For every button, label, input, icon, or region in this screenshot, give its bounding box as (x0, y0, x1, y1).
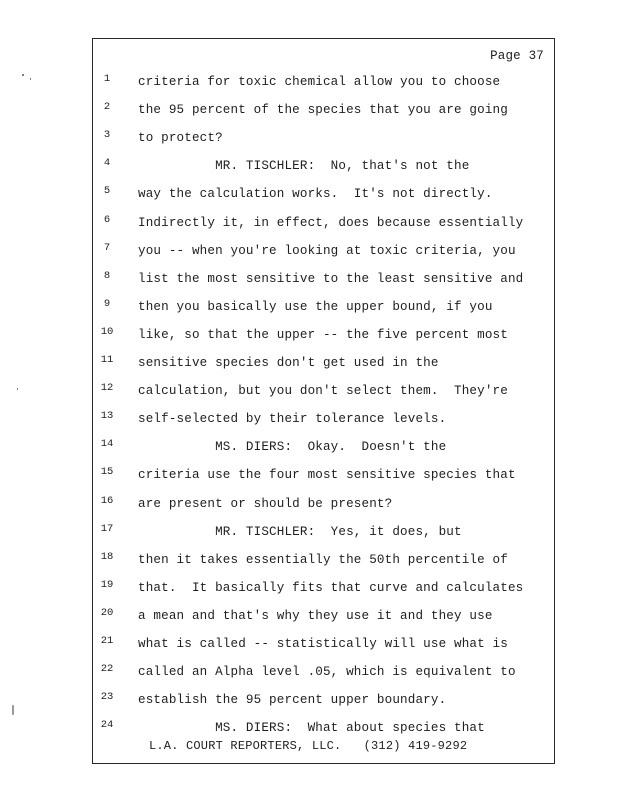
line-number: 12 (100, 382, 114, 395)
line-number: 13 (100, 410, 114, 423)
transcript-line (93, 494, 554, 517)
line-text: what is called -- statistically will use what is (138, 637, 508, 651)
line-text: MS. DIERS: What about species that (138, 721, 485, 736)
line-text: criteria for toxic chemical allow you to choose (138, 75, 501, 89)
scan-speck (22, 74, 24, 76)
line-number: 23 (100, 691, 114, 704)
line-number: 21 (100, 635, 114, 647)
line-text: called an Alpha level .05, which is equivalent to (138, 665, 516, 680)
line-text: MR. TISCHLER: No, that's not the (138, 159, 470, 174)
line-text: that. It basically fits that curve and calculates (138, 580, 524, 595)
line-text: then you basically use the upper bound, if you (138, 299, 493, 314)
transcript-line (93, 384, 554, 404)
transcript-line (93, 665, 554, 685)
line-number: 9 (103, 297, 111, 310)
transcript-line (93, 269, 554, 292)
transcript-line (93, 550, 554, 573)
line-number: 20 (100, 606, 114, 619)
transcript-line (93, 325, 554, 348)
line-text: sensitive species don't get used in the (138, 356, 439, 370)
line-number: 4 (103, 157, 111, 170)
line-number: 6 (103, 213, 111, 226)
transcript-line (93, 75, 554, 95)
scan-speck (30, 78, 31, 80)
line-text: like, so that the upper -- the five percent most (138, 327, 508, 342)
line-text: way the calculation works. It's not directly. (138, 187, 493, 202)
line-number: 15 (100, 466, 114, 479)
line-number: 11 (100, 354, 114, 366)
line-number: 10 (100, 325, 114, 338)
line-number: 14 (100, 438, 114, 451)
line-text: you -- when you're looking at toxic criteria, you (138, 243, 516, 258)
line-text: MR. TISCHLER: Yes, it does, but (138, 524, 462, 539)
line-text: are present or should be present? (138, 496, 393, 511)
line-number: 24 (100, 719, 114, 732)
transcript-line (93, 356, 554, 376)
line-number: 17 (100, 522, 114, 535)
line-text: list the most sensitive to the least sensitive and (138, 271, 524, 286)
scan-speck (12, 705, 14, 715)
transcript-line (93, 131, 554, 151)
transcript-line (93, 693, 554, 713)
line-number: 19 (100, 578, 114, 591)
transcript-line (93, 578, 554, 601)
transcript-page (92, 38, 555, 764)
line-text: calculation, but you don't select them. They're (138, 384, 508, 399)
line-text: criteria use the four most sensitive species that (138, 468, 516, 483)
line-number: 3 (103, 129, 111, 142)
transcript-line (93, 606, 554, 629)
transcript-line (93, 241, 554, 264)
transcript-line (93, 103, 554, 123)
transcript-line (93, 412, 554, 432)
line-text: establish the 95 percent upper boundary. (138, 693, 447, 708)
line-number: 1 (103, 73, 111, 85)
line-number: 16 (100, 494, 114, 507)
transcript-line (93, 468, 554, 488)
line-text: Indirectly it, in effect, does because essentially (138, 215, 524, 230)
line-text: self-selected by their tolerance levels. (138, 412, 447, 427)
footer-reporter: L.A. COURT REPORTERS, LLC. (312) 419-9292 (149, 739, 468, 753)
page-number: Page 37 (490, 49, 544, 63)
scan-speck (17, 388, 18, 390)
line-text: a mean and that's why they use it and they use (138, 608, 493, 623)
line-text: MS. DIERS: Okay. Doesn't the (138, 440, 447, 455)
transcript-line (93, 522, 554, 545)
transcript-line (93, 637, 554, 657)
line-number: 18 (100, 550, 114, 563)
transcript-line (93, 159, 554, 179)
transcript-line (93, 187, 554, 207)
line-number: 8 (103, 269, 111, 282)
transcript-line (93, 297, 554, 320)
line-text: to protect? (138, 131, 223, 146)
transcript-line (93, 213, 554, 236)
line-number: 22 (100, 663, 114, 676)
transcript-line (93, 440, 554, 460)
line-text: then it takes essentially the 50th percentile of (138, 552, 508, 567)
line-number: 7 (103, 241, 111, 254)
line-text: the 95 percent of the species that you are going (138, 103, 508, 118)
line-number: 2 (103, 101, 111, 114)
line-number: 5 (103, 185, 111, 198)
